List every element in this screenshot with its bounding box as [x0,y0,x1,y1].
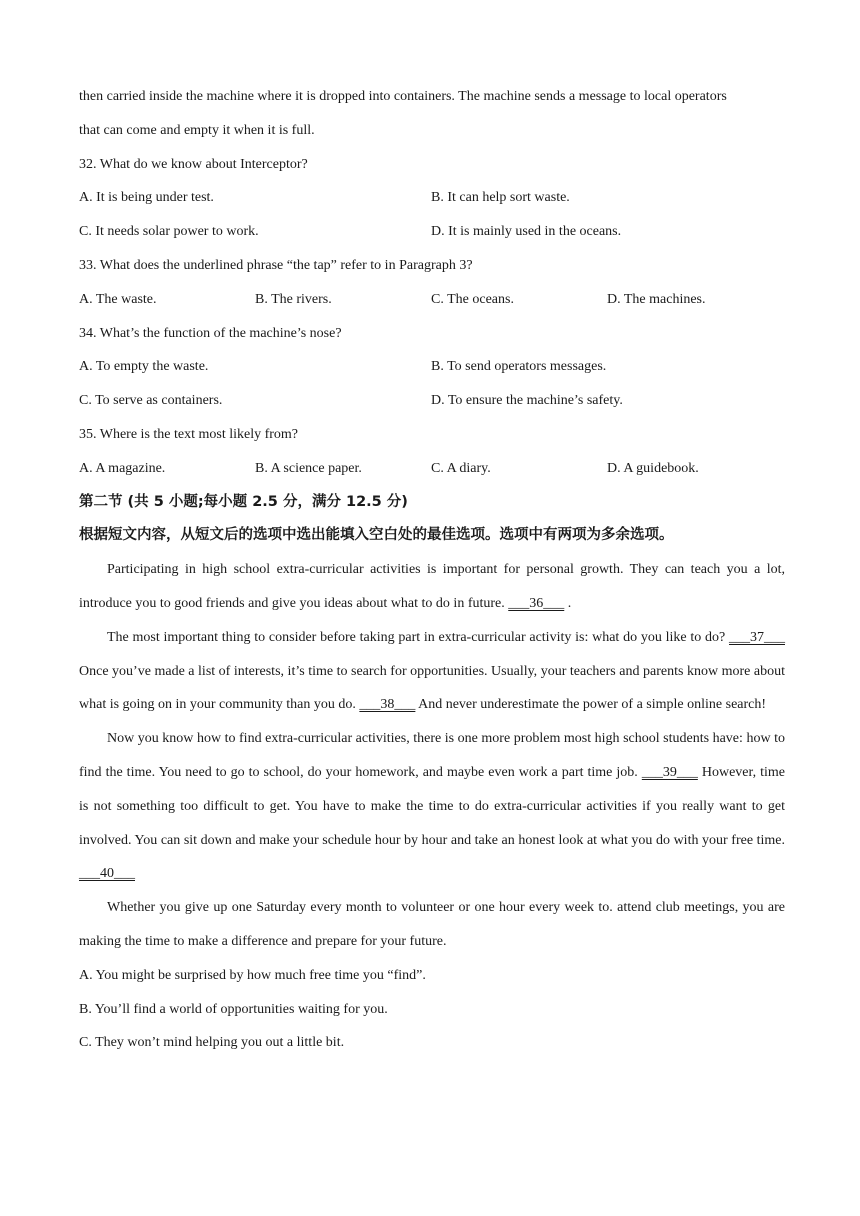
paragraph-text: However, time is not something too difficult to get. You have to make the time to do extra-curricular activities if you really want to get involved. You can sit down and make your schedule hour by hour and take an honest look at what you do with your free time. [79,764,785,848]
choice-a: A. You might be surprised by how much free time you “find”. [79,967,426,983]
paragraph-text: . [564,595,572,611]
option-a: A. It is being under test. [79,190,214,206]
answer-choices [79,959,785,1060]
option-c: C. To serve as containers. [79,393,223,409]
passage-continuation [79,80,785,148]
choice-c: C. They won’t mind helping you out a little bit. [79,1035,345,1051]
option-c: C. A diary. [431,460,491,476]
question-stem: 33. What does the underlined phrase “the tap” refer to in Paragraph 3? [79,257,473,273]
option-d: D. It is mainly used in the oceans. [431,224,622,240]
question-stem: 32. What do we know about Interceptor? [79,156,308,172]
question-33 [79,249,785,317]
blank-37: ___37___ [729,629,785,645]
option-d: D. The machines. [607,291,706,307]
option-a: A. A magazine. [79,460,166,476]
exam-page [79,80,785,1060]
option-a: A. To empty the waste. [79,359,209,375]
blank-40: ___40___ [79,866,135,882]
blank-39: ___39___ [641,764,698,780]
section-title: 第二节 (共 5 小题;每小题 2.5 分，满分 12.5 分) [79,493,408,510]
paragraph-text: The most important thing to consider before taking part in extra-curricular activity is: what do you like to do? [107,629,729,645]
passage-paragraph-2 [79,621,785,722]
option-d: D. A guidebook. [607,460,699,476]
passage-paragraph-4 [79,891,785,959]
option-b: B. A science paper. [255,460,362,476]
blank-38: ___38___ [359,697,416,713]
paragraph-text: Participating in high school extra-curricular activities is important for personal growth. They can teach you a lot, introduce you to good friends and give you ideas about what to do in future. [79,562,785,611]
option-c: C. The oceans. [431,291,514,307]
text-line: that can come and empty it when it is full. [79,122,315,138]
option-b: B. The rivers. [255,291,332,307]
option-a: A. The waste. [79,291,157,307]
choice-b: B. You’ll find a world of opportunities waiting for you. [79,1001,388,1017]
question-stem: 35. Where is the text most likely from? [79,426,299,442]
option-b: B. It can help sort waste. [431,190,570,206]
paragraph-text: Whether you give up one Saturday every month to volunteer or one hour every week to. attend club meetings, you are making the time to make a difference and prepare for your future. [79,900,785,949]
passage-paragraph-1 [79,553,785,621]
paragraph-text: Once you’ve made a list of interests, it’s time to search for opportunities. Usually, your teachers and parents know more about what is going on in your community than you do. [79,663,785,713]
question-35 [79,418,785,486]
passage-paragraph-3 [79,722,785,891]
question-34 [79,317,785,418]
question-stem: 34. What’s the function of the machine’s nose? [79,325,342,341]
section-instruction: 根据短文内容，从短文后的选项中选出能填入空白处的最佳选项。选项中有两项为多余选项。 [79,527,674,544]
question-32 [79,148,785,249]
paragraph-text: And never underestimate the power of a simple online search! [415,697,767,713]
option-b: B. To send operators messages. [431,359,607,375]
paragraph-text: Now you know how to find extra-curricular activities, there is one more problem most high school students have: how to find the time. You need to go to school, do your homework, and maybe even work a part time job. [79,731,785,780]
blank-36: ___36___ [508,595,565,611]
option-c: C. It needs solar power to work. [79,224,259,240]
text-line: then carried inside the machine where it is dropped into containers. The machine sends a message to local operators [79,89,727,104]
option-d: D. To ensure the machine’s safety. [431,393,623,409]
